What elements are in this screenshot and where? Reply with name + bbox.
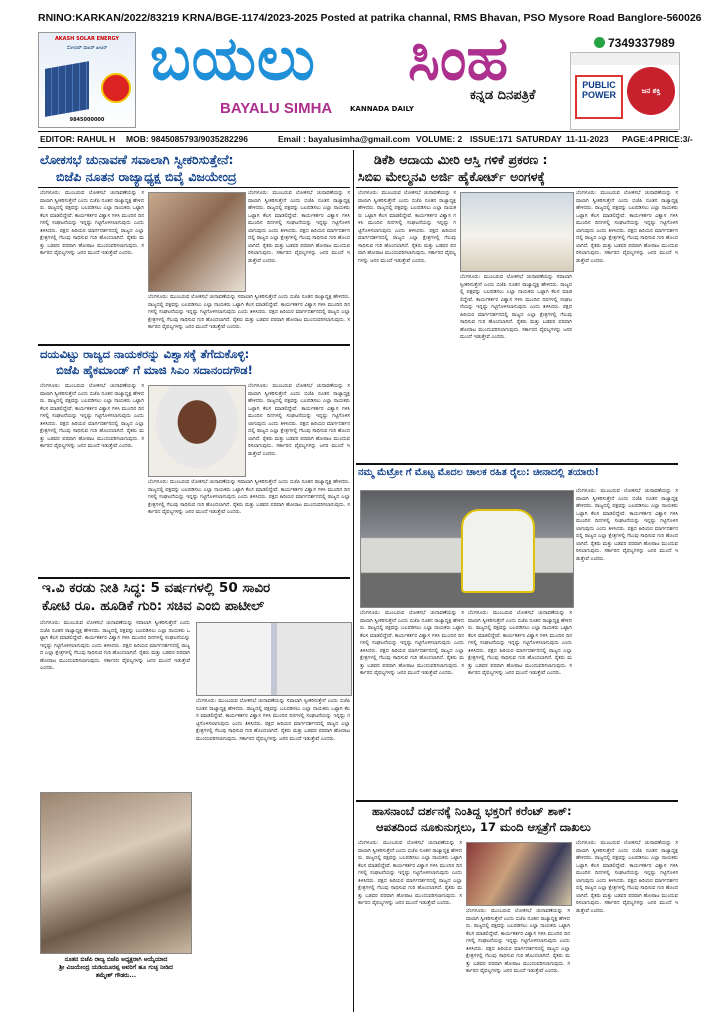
article-6-body-col-3: ಬೆಂಗಳೂರು: ಮುಂಬರುವ ಲೋಕಸಭೆ ಚುನಾವಣೆಯನ್ನು ಸವಾಲಾಗಿ ಸ್ವೀಕರಿಸುತ್ತೇನೆ ಎಂದು ಬಿಜೆಪಿ ನೂತನ ರಾಜ್ಯಾಧ್ಯಕ್ಷ ಹೇಳಿದರು. ರಾಜ್ಯದಲ್ಲಿ ಪಕ್ಷವನ್ನು ಬಲಪಡಿಸಲು ಎಲ್ಲಾ ನಾಯಕರು ಒಟ್ಟಾಗಿ ಕೆಲಸ ಮಾಡಲಿದ್ದೇವೆ. ಕಾರ್ಯಕರ್ತರ ವಿಶ್ವಾಸ ಗಳಿಸಿ ಮುಂದಿನ ದಿನಗಳಲ್ಲಿ ಸಂಘಟನೆಯನ್ನು ಇನ್ನಷ್ಟು ಗಟ್ಟಿಗೊಳಿಸಲಾಗುವುದು ಎಂದು ತಿಳಿಸಿದರು. ಪಕ್ಷದ ಹಿರಿಯರ ಮಾರ್ಗದರ್ಶನದಲ್ಲಿ ರಾಜ್ಯದ ಎಲ್ಲಾ ಕ್ಷೇತ್ರಗಳಲ್ಲಿ ಗೆಲುವು ಸಾಧಿಸುವ ಗುರಿ ಹೊಂದಲಾಗಿದೆ. ರೈತರು ಮತ್ತು ಬಡವರ ಪರವಾಗಿ ಹೋರಾಟ ಮುಂದುವರಿಸಲಾಗುವುದು. ಸರ್ಕಾರದ ವೈಫಲ್ಯಗಳನ್ನು ಜನರ ಮುಂದೆ ಇಡುತ್ತೇವೆ ಎಂದರು. (576, 840, 678, 914)
editor-name: EDITOR: RAHUL H (40, 134, 116, 144)
solar-panel-image (45, 61, 89, 117)
article-4-top-rule (356, 463, 678, 465)
article-5-headline-line-2: ಕೋಟಿ ರೂ. ಹೂಡಿಕೆ ಗುರಿ: ಸಚಿವ ಎಂಬಿ ಪಾಟೀಲ್ (42, 598, 265, 614)
article-4-headline: ನಮ್ಮ ಮೆಟ್ರೋ ಗೆ ಮೊಟ್ಟ ಮೊದಲ ಚಾಲಕ ರಹಿತ ರೈಲು: ಚೀನಾದಲ್ಲಿ ತಯಾರು! (358, 467, 599, 478)
ad-left-subtitle: ಸೋಲಾರ್ ವಾಟರ್ ಹೀಟರ್ (66, 46, 108, 51)
article-1-headline-line-2: ಬಿಜೆಪಿ ನೂತನ ರಾಜ್ಯಾಧ್ಯಕ್ಷ ಬಿವೈ ವಿಜಯೇಂದ್ರ (56, 169, 237, 184)
metro-train-photo (360, 490, 574, 608)
public-power-text: PUBLIC POWER (581, 80, 616, 100)
article-3-photo (148, 385, 246, 477)
registration-line: RNINO:KARKAN/2022/83219 KRNA/BGE-1174/2023-2025 Posted at patrika channal, RMS Bhavan, PSO Mysore Road Banglore-560026 (38, 12, 702, 24)
title-kannada-daily: KANNADA DAILY (350, 105, 414, 113)
article-2-headline-line-1: ಡಿಕೆಶಿ ಆದಾಯ ಮೀರಿ ಆಸ್ತಿ ಗಳಿಕೆ ಪ್ರಕರಣ : (374, 152, 548, 167)
article-3-body-col-1: ಬೆಂಗಳೂರು: ಮುಂಬರುವ ಲೋಕಸಭೆ ಚುನಾವಣೆಯನ್ನು ಸವಾಲಾಗಿ ಸ್ವೀಕರಿಸುತ್ತೇನೆ ಎಂದು ಬಿಜೆಪಿ ನೂತನ ರಾಜ್ಯಾಧ್ಯಕ್ಷ ಹೇಳಿದರು. ರಾಜ್ಯದಲ್ಲಿ ಪಕ್ಷವನ್ನು ಬಲಪಡಿಸಲು ಎಲ್ಲಾ ನಾಯಕರು ಒಟ್ಟಾಗಿ ಕೆಲಸ ಮಾಡಲಿದ್ದೇವೆ. ಕಾರ್ಯಕರ್ತರ ವಿಶ್ವಾಸ ಗಳಿಸಿ ಮುಂದಿನ ದಿನಗಳಲ್ಲಿ ಸಂಘಟನೆಯನ್ನು ಇನ್ನಷ್ಟು ಗಟ್ಟಿಗೊಳಿಸಲಾಗುವುದು ಎಂದು ತಿಳಿಸಿದರು. ಪಕ್ಷದ ಹಿರಿಯರ ಮಾರ್ಗದರ್ಶನದಲ್ಲಿ ರಾಜ್ಯದ ಎಲ್ಲಾ ಕ್ಷೇತ್ರಗಳಲ್ಲಿ ಗೆಲುವು ಸಾಧಿಸುವ ಗುರಿ ಹೊಂದಲಾಗಿದೆ. ರೈತರು ಮತ್ತು ಬಡವರ ಪರವಾಗಿ ಹೋರಾಟ ಮುಂದುವರಿಸಲಾಗುವುದು. ಸರ್ಕಾರದ ವೈಫಲ್ಯಗಳನ್ನು ಜನರ ಮುಂದೆ ಇಡುತ್ತೇವೆ ಎಂದರು. (40, 383, 144, 449)
page-number: PAGE:4 (622, 134, 654, 144)
volume-number: VOLUME: 2 (416, 134, 463, 144)
train-front-shape (461, 509, 535, 593)
article-1-headline-line-1: ಲೋಕಸಭೆ ಚುನಾವಣೆ ಸವಾಲಾಗಿ ಸ್ವೀಕರಿಸುತ್ತೇನೆ: (40, 152, 234, 167)
article-3-headline-line-2: ಬಿಜೆಪಿ ಹೈಕಮಾಂಡ್ ಗೆ ಮಾಜಿ ಸಿಎಂ ಸದಾನಂದಗೌಡ! (56, 363, 253, 377)
editor-mobile: MOB: 9845085793/9035282296 (126, 134, 248, 144)
article-2-body-col-1: ಬೆಂಗಳೂರು: ಮುಂಬರುವ ಲೋಕಸಭೆ ಚುನಾವಣೆಯನ್ನು ಸವಾಲಾಗಿ ಸ್ವೀಕರಿಸುತ್ತೇನೆ ಎಂದು ಬಿಜೆಪಿ ನೂತನ ರಾಜ್ಯಾಧ್ಯಕ್ಷ ಹೇಳಿದರು. ರಾಜ್ಯದಲ್ಲಿ ಪಕ್ಷವನ್ನು ಬಲಪಡಿಸಲು ಎಲ್ಲಾ ನಾಯಕರು ಒಟ್ಟಾಗಿ ಕೆಲಸ ಮಾಡಲಿದ್ದೇವೆ. ಕಾರ್ಯಕರ್ತರ ವಿಶ್ವಾಸ ಗಳಿಸಿ ಮುಂದಿನ ದಿನಗಳಲ್ಲಿ ಸಂಘಟನೆಯನ್ನು ಇನ್ನಷ್ಟು ಗಟ್ಟಿಗೊಳಿಸಲಾಗುವುದು ಎಂದು ತಿಳಿಸಿದರು. ಪಕ್ಷದ ಹಿರಿಯರ ಮಾರ್ಗದರ್ಶನದಲ್ಲಿ ರಾಜ್ಯದ ಎಲ್ಲಾ ಕ್ಷೇತ್ರಗಳಲ್ಲಿ ಗೆಲುವು ಸಾಧಿಸುವ ಗುರಿ ಹೊಂದಲಾಗಿದೆ. ರೈತರು ಮತ್ತು ಬಡವರ ಪರವಾಗಿ ಹೋರಾಟ ಮುಂದುವರಿಸಲಾಗುವುದು. ಸರ್ಕಾರದ ವೈಫಲ್ಯಗಳನ್ನು ಜನರ ಮುಂದೆ ಇಡುತ್ತೇವೆ ಎಂದರು. (358, 190, 456, 264)
felicitation-photo (40, 792, 192, 954)
info-bar (38, 131, 693, 148)
article-2-body-col-3: ಬೆಂಗಳೂರು: ಮುಂಬರುವ ಲೋಕಸಭೆ ಚುನಾವಣೆಯನ್ನು ಸವಾಲಾಗಿ ಸ್ವೀಕರಿಸುತ್ತೇನೆ ಎಂದು ಬಿಜೆಪಿ ನೂತನ ರಾಜ್ಯಾಧ್ಯಕ್ಷ ಹೇಳಿದರು. ರಾಜ್ಯದಲ್ಲಿ ಪಕ್ಷವನ್ನು ಬಲಪಡಿಸಲು ಎಲ್ಲಾ ನಾಯಕರು ಒಟ್ಟಾಗಿ ಕೆಲಸ ಮಾಡಲಿದ್ದೇವೆ. ಕಾರ್ಯಕರ್ತರ ವಿಶ್ವಾಸ ಗಳಿಸಿ ಮುಂದಿನ ದಿನಗಳಲ್ಲಿ ಸಂಘಟನೆಯನ್ನು ಇನ್ನಷ್ಟು ಗಟ್ಟಿಗೊಳಿಸಲಾಗುವುದು ಎಂದು ತಿಳಿಸಿದರು. ಪಕ್ಷದ ಹಿರಿಯರ ಮಾರ್ಗದರ್ಶನದಲ್ಲಿ ರಾಜ್ಯದ ಎಲ್ಲಾ ಕ್ಷೇತ್ರಗಳಲ್ಲಿ ಗೆಲುವು ಸಾಧಿಸುವ ಗುರಿ ಹೊಂದಲಾಗಿದೆ. ರೈತರು ಮತ್ತು ಬಡವರ ಪರವಾಗಿ ಹೋರಾಟ ಮುಂದುವರಿಸಲಾಗುವುದು. ಸರ್ಕಾರದ ವೈಫಲ್ಯಗಳನ್ನು ಜನರ ಮುಂದೆ ಇಡುತ್ತೇವೆ ಎಂದರು. (576, 190, 678, 264)
article-6-headline-line-1: ಹಾಸನಾಂಬೆ ದರ್ಶನಕ್ಕೆ ನಿಂತಿದ್ದ ಭಕ್ತರಿಗೆ ಕರೆಂಟ್ ಶಾಕ್: (372, 804, 572, 818)
article-1-body-col-3: ಬೆಂಗಳೂರು: ಮುಂಬರುವ ಲೋಕಸಭೆ ಚುನಾವಣೆಯನ್ನು ಸವಾಲಾಗಿ ಸ್ವೀಕರಿಸುತ್ತೇನೆ ಎಂದು ಬಿಜೆಪಿ ನೂತನ ರಾಜ್ಯಾಧ್ಯಕ್ಷ ಹೇಳಿದರು. ರಾಜ್ಯದಲ್ಲಿ ಪಕ್ಷವನ್ನು ಬಲಪಡಿಸಲು ಎಲ್ಲಾ ನಾಯಕರು ಒಟ್ಟಾಗಿ ಕೆಲಸ ಮಾಡಲಿದ್ದೇವೆ. ಕಾರ್ಯಕರ್ತರ ವಿಶ್ವಾಸ ಗಳಿಸಿ ಮುಂದಿನ ದಿನಗಳಲ್ಲಿ ಸಂಘಟನೆಯನ್ನು ಇನ್ನಷ್ಟು ಗಟ್ಟಿಗೊಳಿಸಲಾಗುವುದು ಎಂದು ತಿಳಿಸಿದರು. ಪಕ್ಷದ ಹಿರಿಯರ ಮಾರ್ಗದರ್ಶನದಲ್ಲಿ ರಾಜ್ಯದ ಎಲ್ಲಾ ಕ್ಷೇತ್ರಗಳಲ್ಲಿ ಗೆಲುವು ಸಾಧಿಸುವ ಗುರಿ ಹೊಂದಲಾಗಿದೆ. ರೈತರು ಮತ್ತು ಬಡವರ ಪರವಾಗಿ ಹೋರಾಟ ಮುಂದುವರಿಸಲಾಗುವುದು. ಸರ್ಕಾರದ ವೈಫಲ್ಯಗಳನ್ನು ಜನರ ಮುಂದೆ ಇಡುತ್ತೇವೆ ಎಂದರು. (148, 294, 350, 330)
article-1-rule (38, 187, 350, 188)
title-kannada-first: ಬಯಲು (150, 24, 316, 94)
supreme-court-photo (460, 192, 574, 272)
article-6-top-rule (356, 800, 678, 802)
title-kannada-second: ಸಿಂಹ (408, 24, 509, 94)
article-6-body-col-2: ಬೆಂಗಳೂರು: ಮುಂಬರುವ ಲೋಕಸಭೆ ಚುನಾವಣೆಯನ್ನು ಸವಾಲಾಗಿ ಸ್ವೀಕರಿಸುತ್ತೇನೆ ಎಂದು ಬಿಜೆಪಿ ನೂತನ ರಾಜ್ಯಾಧ್ಯಕ್ಷ ಹೇಳಿದರು. ರಾಜ್ಯದಲ್ಲಿ ಪಕ್ಷವನ್ನು ಬಲಪಡಿಸಲು ಎಲ್ಲಾ ನಾಯಕರು ಒಟ್ಟಾಗಿ ಕೆಲಸ ಮಾಡಲಿದ್ದೇವೆ. ಕಾರ್ಯಕರ್ತರ ವಿಶ್ವಾಸ ಗಳಿಸಿ ಮುಂದಿನ ದಿನಗಳಲ್ಲಿ ಸಂಘಟನೆಯನ್ನು ಇನ್ನಷ್ಟು ಗಟ್ಟಿಗೊಳಿಸಲಾಗುವುದು ಎಂದು ತಿಳಿಸಿದರು. ಪಕ್ಷದ ಹಿರಿಯರ ಮಾರ್ಗದರ್ಶನದಲ್ಲಿ ರಾಜ್ಯದ ಎಲ್ಲಾ ಕ್ಷೇತ್ರಗಳಲ್ಲಿ ಗೆಲುವು ಸಾಧಿಸುವ ಗುರಿ ಹೊಂದಲಾಗಿದೆ. ರೈತರು ಮತ್ತು ಬಡವರ ಪರವಾಗಿ ಹೋರಾಟ ಮುಂದುವರಿಸಲಾಗುವುದು. ಸರ್ಕಾರದ ವೈಫಲ್ಯಗಳನ್ನು ಜನರ ಮುಂದೆ ಇಡುತ್ತೇವೆ ಎಂದರು. (466, 908, 570, 974)
issue-number: ISSUE:171 (470, 134, 513, 144)
article-4-body-col-2: ಬೆಂಗಳೂರು: ಮುಂಬರುವ ಲೋಕಸಭೆ ಚುನಾವಣೆಯನ್ನು ಸವಾಲಾಗಿ ಸ್ವೀಕರಿಸುತ್ತೇನೆ ಎಂದು ಬಿಜೆಪಿ ನೂತನ ರಾಜ್ಯಾಧ್ಯಕ್ಷ ಹೇಳಿದರು. ರಾಜ್ಯದಲ್ಲಿ ಪಕ್ಷವನ್ನು ಬಲಪಡಿಸಲು ಎಲ್ಲಾ ನಾಯಕರು ಒಟ್ಟಾಗಿ ಕೆಲಸ ಮಾಡಲಿದ್ದೇವೆ. ಕಾರ್ಯಕರ್ತರ ವಿಶ್ವಾಸ ಗಳಿಸಿ ಮುಂದಿನ ದಿನಗಳಲ್ಲಿ ಸಂಘಟನೆಯನ್ನು ಇನ್ನಷ್ಟು ಗಟ್ಟಿಗೊಳಿಸಲಾಗುವುದು ಎಂದು ತಿಳಿಸಿದರು. ಪಕ್ಷದ ಹಿರಿಯರ ಮಾರ್ಗದರ್ಶನದಲ್ಲಿ ರಾಜ್ಯದ ಎಲ್ಲಾ ಕ್ಷೇತ್ರಗಳಲ್ಲಿ ಗೆಲುವು ಸಾಧಿಸುವ ಗುರಿ ಹೊಂದಲಾಗಿದೆ. ರೈತರು ಮತ್ತು ಬಡವರ ಪರವಾಗಿ ಹೋರಾಟ ಮುಂದುವರಿಸಲಾಗುವುದು. ಸರ್ಕಾರದ ವೈಫಲ್ಯಗಳನ್ನು ಜನರ ಮುಂದೆ ಇಡುತ್ತೇವೆ ಎಂದರು. (468, 610, 572, 676)
article-1-body-col-1: ಬೆಂಗಳೂರು: ಮುಂಬರುವ ಲೋಕಸಭೆ ಚುನಾವಣೆಯನ್ನು ಸವಾಲಾಗಿ ಸ್ವೀಕರಿಸುತ್ತೇನೆ ಎಂದು ಬಿಜೆಪಿ ನೂತನ ರಾಜ್ಯಾಧ್ಯಕ್ಷ ಹೇಳಿದರು. ರಾಜ್ಯದಲ್ಲಿ ಪಕ್ಷವನ್ನು ಬಲಪಡಿಸಲು ಎಲ್ಲಾ ನಾಯಕರು ಒಟ್ಟಾಗಿ ಕೆಲಸ ಮಾಡಲಿದ್ದೇವೆ. ಕಾರ್ಯಕರ್ತರ ವಿಶ್ವಾಸ ಗಳಿಸಿ ಮುಂದಿನ ದಿನಗಳಲ್ಲಿ ಸಂಘಟನೆಯನ್ನು ಇನ್ನಷ್ಟು ಗಟ್ಟಿಗೊಳಿಸಲಾಗುವುದು ಎಂದು ತಿಳಿಸಿದರು. ಪಕ್ಷದ ಹಿರಿಯರ ಮಾರ್ಗದರ್ಶನದಲ್ಲಿ ರಾಜ್ಯದ ಎಲ್ಲಾ ಕ್ಷೇತ್ರಗಳಲ್ಲಿ ಗೆಲುವು ಸಾಧಿಸುವ ಗುರಿ ಹೊಂದಲಾಗಿದೆ. ರೈತರು ಮತ್ತು ಬಡವರ ಪರವಾಗಿ ಹೋರಾಟ ಮುಂದುವರಿಸಲಾಗುವುದು. ಸರ್ಕಾರದ ವೈಫಲ್ಯಗಳನ್ನು ಜನರ ಮುಂದೆ ಇಡುತ್ತೇವೆ ಎಂದರು. (40, 190, 144, 256)
masthead (38, 24, 678, 128)
article-1-body-col-2: ಬೆಂಗಳೂರು: ಮುಂಬರುವ ಲೋಕಸಭೆ ಚುನಾವಣೆಯನ್ನು ಸವಾಲಾಗಿ ಸ್ವೀಕರಿಸುತ್ತೇನೆ ಎಂದು ಬಿಜೆಪಿ ನೂತನ ರಾಜ್ಯಾಧ್ಯಕ್ಷ ಹೇಳಿದರು. ರಾಜ್ಯದಲ್ಲಿ ಪಕ್ಷವನ್ನು ಬಲಪಡಿಸಲು ಎಲ್ಲಾ ನಾಯಕರು ಒಟ್ಟಾಗಿ ಕೆಲಸ ಮಾಡಲಿದ್ದೇವೆ. ಕಾರ್ಯಕರ್ತರ ವಿಶ್ವಾಸ ಗಳಿಸಿ ಮುಂದಿನ ದಿನಗಳಲ್ಲಿ ಸಂಘಟನೆಯನ್ನು ಇನ್ನಷ್ಟು ಗಟ್ಟಿಗೊಳಿಸಲಾಗುವುದು ಎಂದು ತಿಳಿಸಿದರು. ಪಕ್ಷದ ಹಿರಿಯರ ಮಾರ್ಗದರ್ಶನದಲ್ಲಿ ರಾಜ್ಯದ ಎಲ್ಲಾ ಕ್ಷೇತ್ರಗಳಲ್ಲಿ ಗೆಲುವು ಸಾಧಿಸುವ ಗುರಿ ಹೊಂದಲಾಗಿದೆ. ರೈತರು ಮತ್ತು ಬಡವರ ಪರವಾಗಿ ಹೋರಾಟ ಮುಂದುವರಿಸಲಾಗುವುದು. ಸರ್ಕಾರದ ವೈಫಲ್ಯಗಳನ್ನು ಜನರ ಮುಂದೆ ಇಡುತ್ತೇವೆ ಎಂದರು. (248, 190, 350, 264)
photo-caption-line-2: ಶ್ರೀ ವಿಜಯೇಂದ್ರ ಯಡಿಯೂರಪ್ಪ ಅವರಿಗೆ ಹೂ ಗುಚ್ಛ ನೀಡಿದ (59, 964, 173, 971)
article-5-body-col-1: ಬೆಂಗಳೂರು: ಮುಂಬರುವ ಲೋಕಸಭೆ ಚುನಾವಣೆಯನ್ನು ಸವಾಲಾಗಿ ಸ್ವೀಕರಿಸುತ್ತೇನೆ ಎಂದು ಬಿಜೆಪಿ ನೂತನ ರಾಜ್ಯಾಧ್ಯಕ್ಷ ಹೇಳಿದರು. ರಾಜ್ಯದಲ್ಲಿ ಪಕ್ಷವನ್ನು ಬಲಪಡಿಸಲು ಎಲ್ಲಾ ನಾಯಕರು ಒಟ್ಟಾಗಿ ಕೆಲಸ ಮಾಡಲಿದ್ದೇವೆ. ಕಾರ್ಯಕರ್ತರ ವಿಶ್ವಾಸ ಗಳಿಸಿ ಮುಂದಿನ ದಿನಗಳಲ್ಲಿ ಸಂಘಟನೆಯನ್ನು ಇನ್ನಷ್ಟು ಗಟ್ಟಿಗೊಳಿಸಲಾಗುವುದು ಎಂದು ತಿಳಿಸಿದರು. ಪಕ್ಷದ ಹಿರಿಯರ ಮಾರ್ಗದರ್ಶನದಲ್ಲಿ ರಾಜ್ಯದ ಎಲ್ಲಾ ಕ್ಷೇತ್ರಗಳಲ್ಲಿ ಗೆಲುವು ಸಾಧಿಸುವ ಗುರಿ ಹೊಂದಲಾಗಿದೆ. ರೈತರು ಮತ್ತು ಬಡವರ ಪರವಾಗಿ ಹೋರಾಟ ಮುಂದುವರಿಸಲಾಗುವುದು. ಸರ್ಕಾರದ ವೈಫಲ್ಯಗಳನ್ನು ಜನರ ಮುಂದೆ ಇಡುತ್ತೇವೆ ಎಂದರು. (40, 620, 190, 671)
price: PRICE:3/- (654, 134, 693, 144)
public-power-logo (575, 75, 623, 119)
photo-caption-line-1: ನೂತನ ಬಿಜೆಪಿ ರಾಜ್ಯ ಬಿಜೆಪಿ ಅಧ್ಯಕ್ಷರಾಗಿ ಆಯ್ಕೆಯಾದ (64, 956, 168, 963)
janashakti-logo: ಜನ ಶಕ್ತಿ (627, 67, 675, 115)
title-tagline: ಕನ್ನಡ ದಿನಪತ್ರಿಕೆ (470, 88, 536, 103)
photo-caption (40, 956, 192, 980)
article-1-photo (148, 192, 246, 292)
publication-day: SATURDAY (516, 134, 562, 144)
ad-badge-icon (101, 73, 131, 103)
article-2-body-col-2: ಬೆಂಗಳೂರು: ಮುಂಬರುವ ಲೋಕಸಭೆ ಚುನಾವಣೆಯನ್ನು ಸವಾಲಾಗಿ ಸ್ವೀಕರಿಸುತ್ತೇನೆ ಎಂದು ಬಿಜೆಪಿ ನೂತನ ರಾಜ್ಯಾಧ್ಯಕ್ಷ ಹೇಳಿದರು. ರಾಜ್ಯದಲ್ಲಿ ಪಕ್ಷವನ್ನು ಬಲಪಡಿಸಲು ಎಲ್ಲಾ ನಾಯಕರು ಒಟ್ಟಾಗಿ ಕೆಲಸ ಮಾಡಲಿದ್ದೇವೆ. ಕಾರ್ಯಕರ್ತರ ವಿಶ್ವಾಸ ಗಳಿಸಿ ಮುಂದಿನ ದಿನಗಳಲ್ಲಿ ಸಂಘಟನೆಯನ್ನು ಇನ್ನಷ್ಟು ಗಟ್ಟಿಗೊಳಿಸಲಾಗುವುದು ಎಂದು ತಿಳಿಸಿದರು. ಪಕ್ಷದ ಹಿರಿಯರ ಮಾರ್ಗದರ್ಶನದಲ್ಲಿ ರಾಜ್ಯದ ಎಲ್ಲಾ ಕ್ಷೇತ್ರಗಳಲ್ಲಿ ಗೆಲುವು ಸಾಧಿಸುವ ಗುರಿ ಹೊಂದಲಾಗಿದೆ. ರೈತರು ಮತ್ತು ಬಡವರ ಪರವಾಗಿ ಹೋರಾಟ ಮುಂದುವರಿಸಲಾಗುವುದು. ಸರ್ಕಾರದ ವೈಫಲ್ಯಗಳನ್ನು ಜನರ ಮುಂದೆ ಇಡುತ್ತೇವೆ ಎಂದರು. (460, 274, 572, 340)
publication-date: 11-11-2023 (566, 134, 609, 144)
article-3-body-col-3: ಬೆಂಗಳೂರು: ಮುಂಬರುವ ಲೋಕಸಭೆ ಚುನಾವಣೆಯನ್ನು ಸವಾಲಾಗಿ ಸ್ವೀಕರಿಸುತ್ತೇನೆ ಎಂದು ಬಿಜೆಪಿ ನೂತನ ರಾಜ್ಯಾಧ್ಯಕ್ಷ ಹೇಳಿದರು. ರಾಜ್ಯದಲ್ಲಿ ಪಕ್ಷವನ್ನು ಬಲಪಡಿಸಲು ಎಲ್ಲಾ ನಾಯಕರು ಒಟ್ಟಾಗಿ ಕೆಲಸ ಮಾಡಲಿದ್ದೇವೆ. ಕಾರ್ಯಕರ್ತರ ವಿಶ್ವಾಸ ಗಳಿಸಿ ಮುಂದಿನ ದಿನಗಳಲ್ಲಿ ಸಂಘಟನೆಯನ್ನು ಇನ್ನಷ್ಟು ಗಟ್ಟಿಗೊಳಿಸಲಾಗುವುದು ಎಂದು ತಿಳಿಸಿದರು. ಪಕ್ಷದ ಹಿರಿಯರ ಮಾರ್ಗದರ್ಶನದಲ್ಲಿ ರಾಜ್ಯದ ಎಲ್ಲಾ ಕ್ಷೇತ್ರಗಳಲ್ಲಿ ಗೆಲುವು ಸಾಧಿಸುವ ಗುರಿ ಹೊಂದಲಾಗಿದೆ. ರೈತರು ಮತ್ತು ಬಡವರ ಪರವಾಗಿ ಹೋರಾಟ ಮುಂದುವರಿಸಲಾಗುವುದು. ಸರ್ಕಾರದ ವೈಫಲ್ಯಗಳನ್ನು ಜನರ ಮುಂದೆ ಇಡುತ್ತೇವೆ ಎಂದರು. (148, 479, 350, 515)
article-4-body-col-1: ಬೆಂಗಳೂರು: ಮುಂಬರುವ ಲೋಕಸಭೆ ಚುನಾವಣೆಯನ್ನು ಸವಾಲಾಗಿ ಸ್ವೀಕರಿಸುತ್ತೇನೆ ಎಂದು ಬಿಜೆಪಿ ನೂತನ ರಾಜ್ಯಾಧ್ಯಕ್ಷ ಹೇಳಿದರು. ರಾಜ್ಯದಲ್ಲಿ ಪಕ್ಷವನ್ನು ಬಲಪಡಿಸಲು ಎಲ್ಲಾ ನಾಯಕರು ಒಟ್ಟಾಗಿ ಕೆಲಸ ಮಾಡಲಿದ್ದೇವೆ. ಕಾರ್ಯಕರ್ತರ ವಿಶ್ವಾಸ ಗಳಿಸಿ ಮುಂದಿನ ದಿನಗಳಲ್ಲಿ ಸಂಘಟನೆಯನ್ನು ಇನ್ನಷ್ಟು ಗಟ್ಟಿಗೊಳಿಸಲಾಗುವುದು ಎಂದು ತಿಳಿಸಿದರು. ಪಕ್ಷದ ಹಿರಿಯರ ಮಾರ್ಗದರ್ಶನದಲ್ಲಿ ರಾಜ್ಯದ ಎಲ್ಲಾ ಕ್ಷೇತ್ರಗಳಲ್ಲಿ ಗೆಲುವು ಸಾಧಿಸುವ ಗುರಿ ಹೊಂದಲಾಗಿದೆ. ರೈತರು ಮತ್ತು ಬಡವರ ಪರವಾಗಿ ಹೋರಾಟ ಮುಂದುವರಿಸಲಾಗುವುದು. ಸರ್ಕಾರದ ವೈಫಲ್ಯಗಳನ್ನು ಜನರ ಮುಂದೆ ಇಡುತ್ತೇವೆ ಎಂದರು. (360, 610, 464, 676)
newspaper-title (150, 24, 566, 117)
whatsapp-icon (594, 37, 605, 48)
contact-email: Email : bayalusimha@gmail.com (278, 134, 411, 144)
masthead-phone-number: 7349337989 (608, 36, 675, 50)
article-3-headline-line-1: ದಯವಿಟ್ಟು ರಾಜ್ಯದ ನಾಯಕರನ್ನು ವಿಶ್ವಾಸಕ್ಕೆ ತೆಗೆದುಕೊಳ್ಳಿ: (40, 347, 250, 361)
hasanamba-crowd-photo (466, 842, 572, 906)
solar-energy-ad (38, 32, 136, 128)
photo-caption-line-3: ತಮ್ಮೇಶ್ ಗೌಡರು... (95, 972, 137, 979)
title-english: BAYALU SIMHA (220, 100, 333, 117)
article-5-top-rule (38, 577, 350, 579)
public-power-ad (570, 52, 680, 130)
ad-right-strip (571, 53, 679, 65)
column-divider (353, 150, 354, 1012)
article-3-top-rule (38, 344, 350, 346)
ad-left-phone: 9845000000 (69, 117, 105, 123)
article-3-body-col-2: ಬೆಂಗಳೂರು: ಮುಂಬರುವ ಲೋಕಸಭೆ ಚುನಾವಣೆಯನ್ನು ಸವಾಲಾಗಿ ಸ್ವೀಕರಿಸುತ್ತೇನೆ ಎಂದು ಬಿಜೆಪಿ ನೂತನ ರಾಜ್ಯಾಧ್ಯಕ್ಷ ಹೇಳಿದರು. ರಾಜ್ಯದಲ್ಲಿ ಪಕ್ಷವನ್ನು ಬಲಪಡಿಸಲು ಎಲ್ಲಾ ನಾಯಕರು ಒಟ್ಟಾಗಿ ಕೆಲಸ ಮಾಡಲಿದ್ದೇವೆ. ಕಾರ್ಯಕರ್ತರ ವಿಶ್ವಾಸ ಗಳಿಸಿ ಮುಂದಿನ ದಿನಗಳಲ್ಲಿ ಸಂಘಟನೆಯನ್ನು ಇನ್ನಷ್ಟು ಗಟ್ಟಿಗೊಳಿಸಲಾಗುವುದು ಎಂದು ತಿಳಿಸಿದರು. ಪಕ್ಷದ ಹಿರಿಯರ ಮಾರ್ಗದರ್ಶನದಲ್ಲಿ ರಾಜ್ಯದ ಎಲ್ಲಾ ಕ್ಷೇತ್ರಗಳಲ್ಲಿ ಗೆಲುವು ಸಾಧಿಸುವ ಗುರಿ ಹೊಂದಲಾಗಿದೆ. ರೈತರು ಮತ್ತು ಬಡವರ ಪರವಾಗಿ ಹೋರಾಟ ಮುಂದುವರಿಸಲಾಗುವುದು. ಸರ್ಕಾರದ ವೈಫಲ್ಯಗಳನ್ನು ಜನರ ಮುಂದೆ ಇಡುತ್ತೇವೆ ಎಂದರು. (248, 383, 350, 457)
article-4-body-col-3: ಬೆಂಗಳೂರು: ಮುಂಬರುವ ಲೋಕಸಭೆ ಚುನಾವಣೆಯನ್ನು ಸವಾಲಾಗಿ ಸ್ವೀಕರಿಸುತ್ತೇನೆ ಎಂದು ಬಿಜೆಪಿ ನೂತನ ರಾಜ್ಯಾಧ್ಯಕ್ಷ ಹೇಳಿದರು. ರಾಜ್ಯದಲ್ಲಿ ಪಕ್ಷವನ್ನು ಬಲಪಡಿಸಲು ಎಲ್ಲಾ ನಾಯಕರು ಒಟ್ಟಾಗಿ ಕೆಲಸ ಮಾಡಲಿದ್ದೇವೆ. ಕಾರ್ಯಕರ್ತರ ವಿಶ್ವಾಸ ಗಳಿಸಿ ಮುಂದಿನ ದಿನಗಳಲ್ಲಿ ಸಂಘಟನೆಯನ್ನು ಇನ್ನಷ್ಟು ಗಟ್ಟಿಗೊಳಿಸಲಾಗುವುದು ಎಂದು ತಿಳಿಸಿದರು. ಪಕ್ಷದ ಹಿರಿಯರ ಮಾರ್ಗದರ್ಶನದಲ್ಲಿ ರಾಜ್ಯದ ಎಲ್ಲಾ ಕ್ಷೇತ್ರಗಳಲ್ಲಿ ಗೆಲುವು ಸಾಧಿಸುವ ಗುರಿ ಹೊಂದಲಾಗಿದೆ. ರೈತರು ಮತ್ತು ಬಡವರ ಪರವಾಗಿ ಹೋರಾಟ ಮುಂದುವರಿಸಲಾಗುವುದು. ಸರ್ಕಾರದ ವೈಫಲ್ಯಗಳನ್ನು ಜನರ ಮುಂದೆ ಇಡುತ್ತೇವೆ ಎಂದರು. (576, 488, 678, 562)
article-6-body-col-1: ಬೆಂಗಳೂರು: ಮುಂಬರುವ ಲೋಕಸಭೆ ಚುನಾವಣೆಯನ್ನು ಸವಾಲಾಗಿ ಸ್ವೀಕರಿಸುತ್ತೇನೆ ಎಂದು ಬಿಜೆಪಿ ನೂತನ ರಾಜ್ಯಾಧ್ಯಕ್ಷ ಹೇಳಿದರು. ರಾಜ್ಯದಲ್ಲಿ ಪಕ್ಷವನ್ನು ಬಲಪಡಿಸಲು ಎಲ್ಲಾ ನಾಯಕರು ಒಟ್ಟಾಗಿ ಕೆಲಸ ಮಾಡಲಿದ್ದೇವೆ. ಕಾರ್ಯಕರ್ತರ ವಿಶ್ವಾಸ ಗಳಿಸಿ ಮುಂದಿನ ದಿನಗಳಲ್ಲಿ ಸಂಘಟನೆಯನ್ನು ಇನ್ನಷ್ಟು ಗಟ್ಟಿಗೊಳಿಸಲಾಗುವುದು ಎಂದು ತಿಳಿಸಿದರು. ಪಕ್ಷದ ಹಿರಿಯರ ಮಾರ್ಗದರ್ಶನದಲ್ಲಿ ರಾಜ್ಯದ ಎಲ್ಲಾ ಕ್ಷೇತ್ರಗಳಲ್ಲಿ ಗೆಲುವು ಸಾಧಿಸುವ ಗುರಿ ಹೊಂದಲಾಗಿದೆ. ರೈತರು ಮತ್ತು ಬಡವರ ಪರವಾಗಿ ಹೋರಾಟ ಮುಂದುವರಿಸಲಾಗುವುದು. ಸರ್ಕಾರದ ವೈಫಲ್ಯಗಳನ್ನು ಜನರ ಮುಂದೆ ಇಡುತ್ತೇವೆ ಎಂದರು. (358, 840, 462, 906)
ad-left-title: AKASH SOLAR ENERGY (54, 36, 120, 42)
masthead-phone (594, 36, 675, 50)
article-2-rule (356, 187, 678, 188)
article-2-headline-line-2: ಸಿಬಿಐ ಮೇಲ್ಮನವಿ ಅರ್ಜಿ ಹೈಕೋರ್ಟ್ ಅಂಗಳಕ್ಕೆ (358, 169, 545, 184)
article-5-photo (196, 622, 352, 696)
article-5-headline-line-1: ಇ.ವಿ ಕರಡು ನೀತಿ ಸಿದ್ಧ: 5 ವರ್ಷಗಳಲ್ಲಿ 50 ಸಾವಿರ (42, 580, 271, 596)
article-6-headline-line-2: ಆಪತದಿಂದ ನೂಕುನುಗ್ಗಲು, 17 ಮಂದಿ ಆಸ್ಪತ್ರೆಗೆ ದಾಖಲು (376, 820, 591, 834)
article-5-body-col-2: ಬೆಂಗಳೂರು: ಮುಂಬರುವ ಲೋಕಸಭೆ ಚುನಾವಣೆಯನ್ನು ಸವಾಲಾಗಿ ಸ್ವೀಕರಿಸುತ್ತೇನೆ ಎಂದು ಬಿಜೆಪಿ ನೂತನ ರಾಜ್ಯಾಧ್ಯಕ್ಷ ಹೇಳಿದರು. ರಾಜ್ಯದಲ್ಲಿ ಪಕ್ಷವನ್ನು ಬಲಪಡಿಸಲು ಎಲ್ಲಾ ನಾಯಕರು ಒಟ್ಟಾಗಿ ಕೆಲಸ ಮಾಡಲಿದ್ದೇವೆ. ಕಾರ್ಯಕರ್ತರ ವಿಶ್ವಾಸ ಗಳಿಸಿ ಮುಂದಿನ ದಿನಗಳಲ್ಲಿ ಸಂಘಟನೆಯನ್ನು ಇನ್ನಷ್ಟು ಗಟ್ಟಿಗೊಳಿಸಲಾಗುವುದು ಎಂದು ತಿಳಿಸಿದರು. ಪಕ್ಷದ ಹಿರಿಯರ ಮಾರ್ಗದರ್ಶನದಲ್ಲಿ ರಾಜ್ಯದ ಎಲ್ಲಾ ಕ್ಷೇತ್ರಗಳಲ್ಲಿ ಗೆಲುವು ಸಾಧಿಸುವ ಗುರಿ ಹೊಂದಲಾಗಿದೆ. ರೈತರು ಮತ್ತು ಬಡವರ ಪರವಾಗಿ ಹೋರಾಟ ಮುಂದುವರಿಸಲಾಗುವುದು. ಸರ್ಕಾರದ ವೈಫಲ್ಯಗಳನ್ನು ಜನರ ಮುಂದೆ ಇಡುತ್ತೇವೆ ಎಂದರು. (196, 698, 350, 742)
